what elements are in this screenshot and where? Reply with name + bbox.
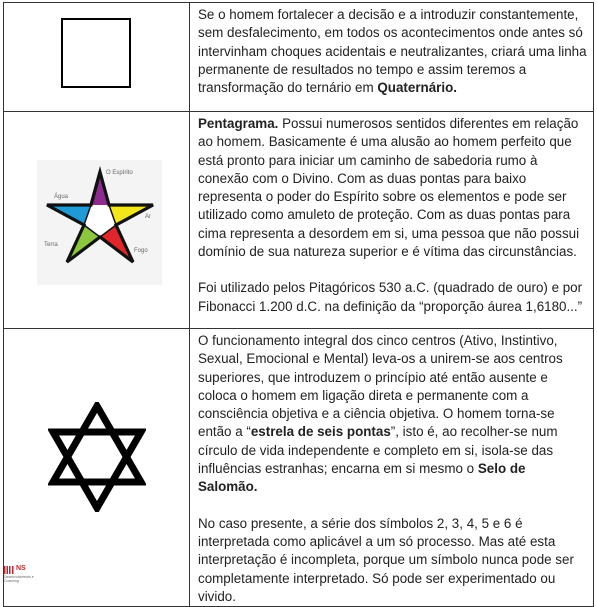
description-cell — [190, 3, 594, 112]
description-cell — [190, 329, 594, 607]
table-row — [4, 112, 594, 329]
pentagram-label-water: Água — [54, 194, 69, 200]
pentagram-label-earth: Terra — [44, 242, 58, 248]
paragraph — [198, 6, 588, 97]
keyword: Quaternário. — [377, 80, 457, 96]
brand-name: NS — [16, 565, 26, 572]
brand-tagline: Desenvolvimento e Coaching — [4, 575, 34, 583]
keyword: Pentagrama. — [198, 116, 279, 131]
logo-mark-icon — [4, 566, 14, 574]
keyword: Selo de Salomão. — [198, 461, 526, 495]
symbol-cell — [4, 112, 190, 329]
square-symbol — [61, 18, 131, 88]
paragraph — [198, 115, 588, 261]
paragraph-text: Possui numerosos sentidos diferentes em relação ao homem. Basicamente é uma alusão ao homem perfeito que está pronto para iniciar um caminho de sabedoria rumo à conexão com o Divino. Com as duas pontas para baixo representa o poder do Espírito sobre os elementos e pode ser utilizado como amuleto de proteção. Com as duas pontas para cima representa a desordem em si, uma pessoa que não possui domínio de sua natureza superior e é vítima das circunstâncias. — [198, 116, 580, 260]
paragraph — [198, 332, 588, 497]
pentagram-symbol — [37, 160, 162, 285]
paragraph: Foi utilizado pelos Pitagóricos 530 a.C. (quadrado de ouro) e por Fibonacci 1.200 d.C. na definição da “proporção áurea 1,6180...” — [198, 280, 583, 314]
pentagram-label-air: Ar — [145, 214, 151, 220]
pentagram-label-spirit: O Espírito — [106, 170, 133, 176]
paragraph-text: Se o homem fortalecer a decisão e a introduzir constantemente, sem desfalecimento, em todos os acontecimentos onde antes só intervinham choques acidentais e neutralizantes, criará uma linha permanente de resultados no tempo e assim teremos a transformação do ternário em — [198, 7, 587, 96]
paragraph-text: O funcionamento integral dos cinco centros (Ativo, Instintivo, Sexual, Emocional e Mental) leva-os a unirem-se aos centros superiores, que introduzem o princípio até então ausente e coloca o homem em ligação direta e permanente com a consciência objetiva e a ciência objetiva. O homem torna-se então a “ — [198, 333, 563, 440]
symbols-table — [3, 2, 594, 607]
paragraph-text: ”, isto é, ao recolher-se num círculo de vida independente e completo em si, isola-se das influências estranhas; encarna em si mesmo o — [198, 424, 558, 477]
hexagram-symbol — [48, 402, 146, 512]
pentagram-label-fire: Fogo — [134, 248, 148, 254]
paragraph: No caso presente, a série dos símbolos 2, 3, 4, 5 e 6 é interpretada como aplicável a um só processo. Mas até esta interpretação é incompleta, porque um símbolo nunca pode ser completamente interpretado. Só pode ser experimentado ou vivido. — [198, 515, 574, 604]
description-cell — [190, 112, 594, 329]
symbol-cell — [4, 3, 190, 112]
table-row — [4, 3, 594, 112]
table-row — [4, 329, 594, 607]
keyword: estrela de seis pontas — [250, 424, 391, 440]
symbol-cell — [4, 329, 190, 607]
brand-logo — [4, 565, 26, 574]
